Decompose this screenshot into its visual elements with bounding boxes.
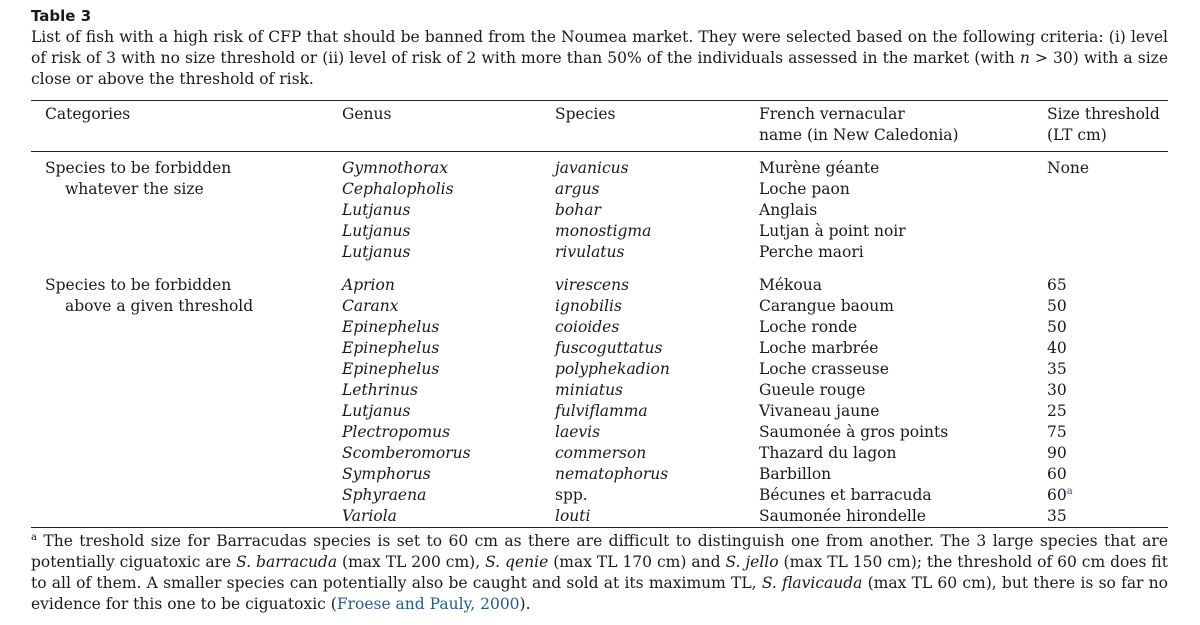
caption-n-variable: n [1019,49,1030,67]
species-cell-text: ignobilis [555,297,622,315]
vernacular-cell [759,401,879,422]
vernacular-cell-text: Loche paon [759,180,850,198]
species-cell-text: argus [555,180,600,198]
header-species: Species [555,105,616,123]
size-threshold-cell-text: 40 [1047,339,1067,357]
vernacular-cell [759,359,889,380]
size-threshold-cell [1047,338,1067,359]
genus-cell [342,296,398,317]
genus-cell-text: Symphorus [342,465,431,483]
genus-cell [342,200,410,221]
vernacular-cell-text: Saumonée hirondelle [759,507,926,525]
genus-cell-text: Lutjanus [342,222,411,240]
genus-cell-text: Epinephelus [342,339,440,357]
genus-cell-text: Lutjanus [342,243,411,261]
genus-cell [342,158,448,179]
size-threshold-cell-text: 90 [1047,444,1067,462]
genus-cell-text: Cephalopholis [342,180,454,198]
header-categories: Categories [45,105,131,123]
species-cell-text: coioides [555,318,620,336]
species-cell-text: nematophorus [555,465,669,483]
header-vernacular-line2: name (in New Caledonia) [759,126,959,144]
size-threshold-cell-text: None [1047,159,1090,177]
header-size-line1: Size threshold [1047,105,1160,123]
vernacular-cell-text: Lutjan à point noir [759,222,906,240]
header-vernacular [759,104,959,146]
genus-cell-text: Variola [342,507,397,525]
caption-text-1: List of fish with a high risk of CFP that should be banned from the Noumea market. They were selected based on the following criteria: (i) level of risk of 3 with no size threshold or (ii) level of risk of 2 with more than 50% of the individuals assessed in the market (with [31,28,1168,67]
size-threshold-cell-text: 50 [1047,318,1067,336]
species-cell [555,506,590,527]
genus-cell [342,485,426,506]
reference-link[interactable]: Froese and Pauly, 2000 [336,595,520,613]
genus-cell [342,380,418,401]
vernacular-cell-text: Carangue baoum [759,297,894,315]
species-cell-text: fuscoguttatus [555,339,663,357]
genus-cell-text: Plectropomus [342,423,451,441]
footnote-mark: a [31,531,37,543]
vernacular-cell [759,296,894,317]
genus-cell [342,275,395,296]
size-threshold-cell-text: 35 [1047,507,1067,525]
species-cell [555,422,600,443]
size-threshold-cell [1047,443,1067,464]
species-cell [555,401,648,422]
table-label: Table 3 [31,7,92,25]
species-cell-text: commerson [555,444,647,462]
footnote-text-4: (max TL 150 cm); the threshold of 60 cm does fit to all of them. A smaller species can potentially also be caught and sold at its maximum TL, [31,553,1168,592]
vernacular-cell-text: Murène géante [759,159,880,177]
vernacular-cell [759,422,948,443]
genus-cell [342,443,471,464]
size-threshold-cell [1047,296,1067,317]
genus-cell [342,338,439,359]
vernacular-cell-text: Loche marbrée [759,339,879,357]
genus-cell-text: Scomberomorus [342,444,471,462]
size-threshold-cell [1047,401,1067,422]
species-cell-text: rivulatus [555,243,625,261]
footnote-text-5: (max TL 60 cm), but there is so far no evidence for this one to be ciguatoxic ( [31,574,1168,613]
vernacular-cell [759,485,932,506]
size-threshold-cell [1047,275,1067,296]
category-label [45,158,231,200]
species-cell [555,221,651,242]
genus-cell [342,359,439,380]
category-label [45,275,253,317]
size-threshold-cell [1047,380,1067,401]
species-cell [555,338,662,359]
vernacular-cell-text: Saumonée à gros points [759,423,949,441]
species-cell [555,200,601,221]
species-cell-text: monostigma [555,222,652,240]
footnote-species-4: S. flavicauda [761,574,863,592]
caption-text-2: > 30) with a size close or above the threshold of risk. [31,49,1168,88]
genus-cell-text: Lutjanus [342,201,411,219]
genus-cell-text: Caranx [342,297,399,315]
genus-cell [342,221,410,242]
size-threshold-cell-text: 75 [1047,423,1067,441]
vernacular-cell [759,464,831,485]
genus-cell [342,401,410,422]
size-threshold-cell-text: 65 [1047,276,1067,294]
size-threshold-cell [1047,485,1073,506]
vernacular-cell [759,380,865,401]
size-threshold-cell [1047,359,1067,380]
footnote-species-2: S. qenie [485,553,549,571]
vernacular-cell [759,506,926,527]
size-threshold-cell [1047,464,1067,485]
vernacular-cell-text: Anglais [759,201,818,219]
species-cell [555,380,623,401]
footnote-species-1: S. barracuda [236,553,338,571]
vernacular-cell-text: Bécunes et barracuda [759,486,932,504]
species-cell [555,317,619,338]
vernacular-cell [759,443,897,464]
species-cell-text: spp. [555,486,588,504]
footnote-text-6: ). [519,595,531,613]
species-cell-text: polyphekadion [555,360,670,378]
footnote-ref-mark[interactable]: a [1066,485,1073,497]
vernacular-cell-text: Perche maori [759,243,864,261]
vernacular-cell [759,158,879,179]
footnote-text-3: (max TL 170 cm) and [548,553,726,571]
genus-cell-text: Epinephelus [342,360,440,378]
species-cell [555,179,600,200]
category-line1: Species to be forbidden [45,159,232,177]
table-top-rule [31,100,1168,101]
size-threshold-cell [1047,422,1067,443]
category-line2: whatever the size [65,180,204,198]
table-header-rule [31,151,1168,152]
footnote-text-1: The treshold size for Barracudas species is set to 60 cm as there are difficult to distinguish one from another. The 3 large species that are potentially ciguatoxic are [31,532,1168,571]
genus-cell-text: Epinephelus [342,318,440,336]
genus-cell [342,464,431,485]
genus-cell [342,422,450,443]
category-line1: Species to be forbidden [45,276,232,294]
genus-cell-text: Lutjanus [342,402,411,420]
size-threshold-cell-text: 35 [1047,360,1067,378]
table-caption [31,27,1168,90]
size-threshold-cell [1047,506,1067,527]
species-cell-text: laevis [555,423,601,441]
species-cell [555,158,629,179]
size-threshold-cell-text: 30 [1047,381,1067,399]
vernacular-cell-text: Loche ronde [759,318,858,336]
genus-cell [342,506,397,527]
species-cell [555,275,629,296]
species-cell [555,296,622,317]
header-genus: Genus [342,105,392,123]
genus-cell-text: Lethrinus [342,381,418,399]
vernacular-cell-text: Thazard du lagon [759,444,897,462]
vernacular-cell [759,317,857,338]
vernacular-cell-text: Mékoua [759,276,822,294]
species-cell-text: fulviflamma [555,402,648,420]
species-cell-text: louti [555,507,591,525]
vernacular-cell [759,242,864,263]
header-size-threshold [1047,104,1160,146]
size-threshold-cell-text: 60 [1047,486,1067,504]
species-cell [555,242,624,263]
species-cell-text: bohar [555,201,601,219]
species-cell-text: virescens [555,276,630,294]
table-page [31,6,1168,613]
size-threshold-cell-text: 25 [1047,402,1067,420]
species-cell [555,443,646,464]
table-footnote [31,531,1168,615]
genus-cell [342,242,410,263]
table-bottom-rule [31,527,1168,528]
size-threshold-cell [1047,158,1089,179]
vernacular-cell [759,221,906,242]
vernacular-cell-text: Vivaneau jaune [759,402,880,420]
vernacular-cell-text: Barbillon [759,465,832,483]
vernacular-cell [759,200,817,221]
species-cell-text: miniatus [555,381,624,399]
size-threshold-cell-text: 50 [1047,297,1067,315]
species-cell [555,485,588,506]
vernacular-cell [759,179,850,200]
footnote-species-3: S. jello [725,553,779,571]
header-vernacular-line1: French vernacular [759,105,905,123]
size-threshold-cell [1047,317,1067,338]
species-cell [555,359,670,380]
vernacular-cell-text: Gueule rouge [759,381,866,399]
genus-cell [342,317,439,338]
genus-cell-text: Gymnothorax [342,159,449,177]
header-size-line2: (LT cm) [1047,126,1107,144]
vernacular-cell [759,338,878,359]
footnote-text-2: (max TL 200 cm), [337,553,486,571]
genus-cell-text: Aprion [342,276,395,294]
genus-cell-text: Sphyraena [342,486,427,504]
vernacular-cell-text: Loche crasseuse [759,360,889,378]
species-cell-text: javanicus [555,159,629,177]
size-threshold-cell-text: 60 [1047,465,1067,483]
genus-cell [342,179,454,200]
vernacular-cell [759,275,822,296]
category-line2: above a given threshold [65,297,254,315]
species-cell [555,464,668,485]
